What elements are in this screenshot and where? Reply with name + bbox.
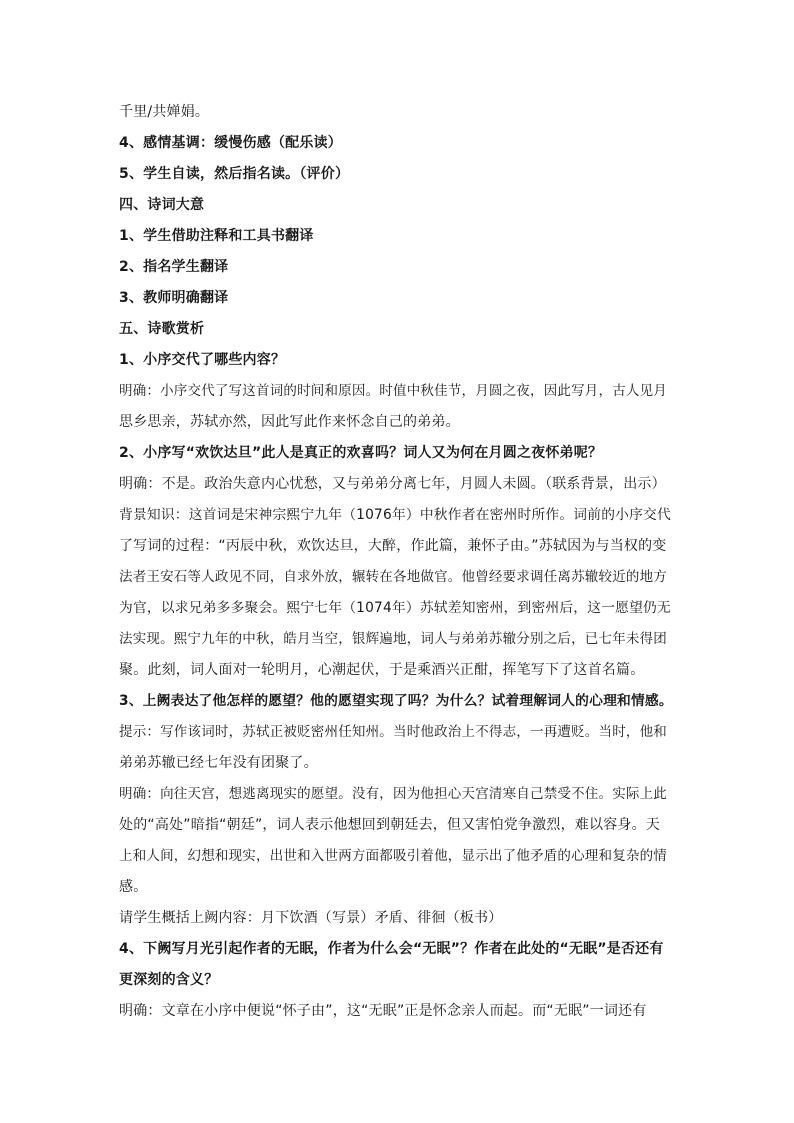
list-item: 3、教师明确翻译: [119, 290, 229, 306]
document-body: [119, 97, 675, 1027]
text-line: 背景知识：这首词是宋神宗熙宁九年（1076年）中秋作者在密州时所作。词前的小序交代: [119, 507, 671, 523]
text-line: 为官，以求兄弟多多聚会。熙宁七年（1074年）苏轼差知密州，到密州后，这一愿望仍无: [119, 600, 671, 616]
text-line: 提示：写作该词时，苏轼正被贬密州任知州。当时他政治上不得志，一再遭贬。当时，他和: [119, 724, 667, 740]
text-line: 明确：向往天宫，想逃离现实的愿望。没有，因为他担心天宫清寒自己禁受不住。实际上此: [119, 786, 667, 802]
text-line: 处的“高处”暗指“朝廷”，词人表示他想回到朝廷去，但又害怕党争激烈，难以容身。天: [119, 817, 661, 833]
text-line: 聚。此刻，词人面对一轮明月，心潮起伏，于是乘酒兴正酣，挥笔写下了这首名篇。: [119, 662, 645, 678]
text-line: 明确：不是。政治失意内心忧愁，又与弟弟分离七年，月圆人未圆。（联系背景，出示）: [119, 476, 666, 492]
text-line: 法实现。熙宁九年的中秋，皓月当空，银辉遍地，词人与弟弟苏辙分别之后，已七年未得团: [119, 631, 667, 647]
list-item: 4、感情基调：缓慢伤感（配乐读）: [119, 135, 342, 151]
text-line: 明确：小序交代了写这首词的时间和原因。时值中秋佳节，月圆之夜，因此写月，古人见月: [119, 383, 667, 399]
list-item: 1、学生借助注释和工具书翻译: [119, 228, 314, 244]
text-line: 明确：文章在小序中便说“怀子由”，这“无眠”正是怀念亲人而起。而“无眠”一词还有: [119, 1003, 647, 1019]
section-heading: 五、诗歌赏析: [119, 321, 205, 337]
text-line: 千里/共婵娟。: [119, 104, 210, 120]
question: 3、上阙表达了他怎样的愿望？他的愿望实现了吗？为什么？试着理解词人的心理和情感。: [119, 693, 673, 709]
text-line: 思乡思亲，苏轼亦然，因此写此作来怀念自己的弟弟。: [119, 414, 460, 430]
text-line: 法者王安石等人政见不同，自求外放，辗转在各地做官。他曾经要求调任离苏辙较近的地方: [119, 569, 667, 585]
section-heading: 四、诗词大意: [119, 197, 205, 213]
text-line: 弟弟苏辙已经七年没有团聚了。: [119, 755, 318, 771]
question: 2、小序写“欢饮达旦”此人是真正的欢喜吗？词人又为何在月圆之夜怀弟呢？: [119, 445, 603, 461]
question: 4、下阙写月光引起作者的无眠，作者为什么会“无眠”？作者在此处的“无眠”是否还有: [119, 941, 664, 957]
question: 更深刻的含义？: [119, 972, 219, 988]
question: 1、小序交代了哪些内容？: [119, 352, 286, 368]
text-line: 请学生概括上阙内容：月下饮酒（写景）矛盾、徘徊（板书）: [119, 910, 503, 926]
text-line: 上和人间，幻想和现实，出世和入世两方面都吸引着他，显示出了他矛盾的心理和复杂的情: [119, 848, 667, 864]
list-item: 5、学生自读，然后指名读。（评价）: [119, 166, 350, 182]
text-line: 感。: [119, 879, 148, 895]
text-line: 了写词的过程：“丙辰中秋，欢饮达旦，大醉，作此篇，兼怀子由。”苏轼因为与当权的变: [119, 538, 667, 554]
list-item: 2、指名学生翻译: [119, 259, 229, 275]
